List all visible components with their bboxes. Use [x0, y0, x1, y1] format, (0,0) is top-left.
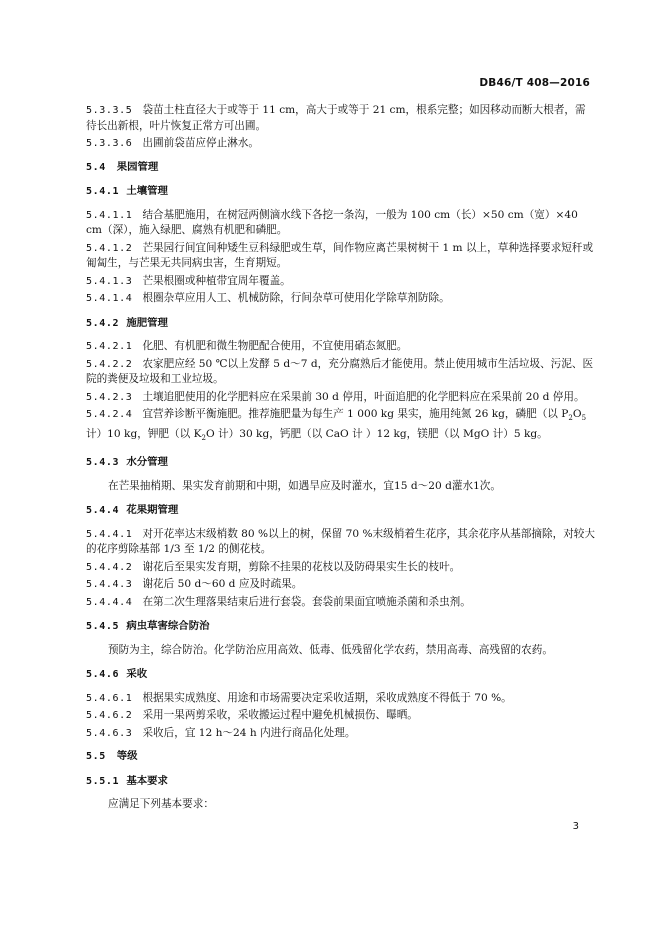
clause-number: 5.3.3.6	[86, 138, 133, 149]
section-number: 5.4.4	[86, 505, 120, 517]
clause-text: 在第二次生理落果结束后进行套袋。套袋前果面宜喷施杀菌和杀虫剂。	[142, 595, 471, 608]
section-title: 基本要求	[126, 774, 168, 787]
clause-number: 5.3.3.5	[86, 105, 133, 116]
clause-item	[86, 357, 596, 388]
clause-text: 化肥、有机肥和微生物肥配合使用，不宜使用硝态氮肥。	[142, 340, 408, 352]
clause-text: 农家肥应经 50 ℃以上发酵 5 d～7 d，充分腐熟后才能使用。禁止使用城市生活垃圾、污泥、医院的粪便及垃圾和工业垃圾。	[86, 357, 594, 385]
body-paragraph: 应满足下列基本要求：	[108, 798, 214, 811]
clause-item	[86, 291, 596, 307]
clause-number: 5.4.1.4	[86, 293, 133, 304]
section-title: 等级	[116, 750, 138, 763]
clause-item	[86, 560, 596, 576]
clause-text: 芒果根圈或种植带宜周年覆盖。	[142, 274, 291, 287]
clause-number: 5.4.2.1	[86, 341, 133, 352]
clause-item	[86, 726, 596, 742]
clause-item	[86, 103, 596, 134]
clause-text: 袋苗土柱直径大于或等于 11 cm，高大于或等于 21 cm，根系完整；如因移动而断大根者，需待长出新根，叶片恢复正常方可出圃。	[86, 104, 586, 132]
section-title: 土壤管理	[126, 185, 168, 197]
body-paragraph: 预防为主，综合防治。化学防治应用高效、低毒、低残留化学农药，禁用高毒、高残留的农药。	[108, 643, 553, 656]
clause-text: 采收后，宜 12 h～24 h 内进行商品化处理。	[142, 726, 356, 739]
subsection-heading	[86, 774, 596, 790]
section-number: 5.4.2	[86, 317, 120, 329]
body-paragraph: 在芒果抽梢期、果实发育前期和中期，如遇旱应及时灌水，宜15 d～20 d灌水1次。	[108, 479, 501, 492]
subsection-heading	[86, 667, 596, 683]
clause-text: 出圃前袋苗应停止淋水。	[142, 137, 259, 149]
page-number: 3	[572, 821, 579, 832]
section-number: 5.5.1	[86, 775, 120, 787]
section-number: 5.5	[86, 751, 106, 763]
section-title: 病虫草害综合防治	[126, 620, 210, 633]
section-title: 花果期管理	[126, 504, 179, 517]
subsection-heading	[86, 619, 596, 635]
clause-item	[86, 241, 596, 272]
clause-item	[86, 691, 596, 707]
subsection-heading	[86, 184, 596, 200]
clause-number: 5.4.1.2	[86, 242, 133, 254]
clause-number: 5.4.6.1	[86, 692, 133, 704]
clause-text: 对开花率达末级梢数 80 %以上的树，保留 70 %末级梢着生花序，其余花序从基部摘除，对较大的花序剪除基部 1/3 至 1/2 的侧花枝。	[86, 527, 595, 556]
clause-number: 5.4.1.1	[86, 209, 133, 221]
section-number: 5.4.1	[86, 186, 120, 197]
section-title: 水分管理	[126, 456, 168, 469]
clause-text: 根圈杂草应用人工、机械防除，行间杂草可使用化学除草剂防除。	[142, 292, 450, 304]
clause-number: 5.4.4.3	[86, 579, 133, 591]
clause-item	[86, 339, 596, 355]
clause-number: 5.4.4.4	[86, 596, 133, 608]
section-number: 5.4.5	[86, 621, 120, 633]
document-id-header: DB46/T 408—2016	[479, 77, 590, 89]
clause-item	[86, 407, 596, 446]
section-heading	[86, 749, 596, 765]
section-number: 5.4.6	[86, 669, 120, 681]
section-number: 5.4.3	[86, 457, 120, 469]
clause-text: 谢花后 50 d～60 d 应及时疏果。	[142, 578, 303, 591]
clause-item	[86, 274, 596, 290]
clause-number: 5.4.6.2	[86, 710, 133, 722]
clause-number: 5.4.4.1	[86, 528, 133, 540]
clause-item	[86, 390, 596, 406]
document-body	[86, 103, 596, 819]
section-title: 采收	[126, 668, 148, 681]
clause-item	[86, 708, 596, 724]
subsection-heading	[86, 455, 596, 471]
subsection-heading	[86, 316, 596, 332]
section-title: 果园管理	[116, 160, 159, 173]
clause-item	[86, 577, 596, 593]
clause-text: 土壤追肥使用的化学肥料应在采果前 30 d 停用，叶面追肥的化学肥料应在采果前 20 d 停用。	[142, 390, 585, 403]
clause-item	[86, 527, 596, 558]
section-title: 施肥管理	[126, 316, 168, 329]
section-number: 5.4	[86, 161, 106, 173]
clause-number: 5.4.6.3	[86, 727, 133, 739]
clause-text: 结合基肥施用，在树冠两侧滴水线下各挖一条沟，一般为 100 cm（长）×50 cm（宽）×40 cm（深），施入绿肥、腐熟有机肥和磷肥。	[86, 208, 578, 236]
clause-number: 5.4.2.4	[86, 409, 133, 420]
clause-number: 5.4.4.2	[86, 561, 133, 573]
clause-item	[86, 136, 596, 152]
clause-text: 芒果园行间宜间种矮生豆科绿肥或生草，间作物应离芒果树树干 1 m 以上，草种选择要求短秆或匍匐生，与芒果无共同病虫害，生育期短。	[86, 241, 594, 269]
clause-text: 宜营养诊断平衡施肥。推荐施肥量为每生产 1 000 kg 果实，施用纯氮 26 kg，磷肥（以 $P_2O_5$ 计）10 kg，钾肥（以 $K_2O$ 计）30 kg，钙肥（以 CaO 计 ）12 kg，镁肥（以 MgO 计）5 kg。	[86, 408, 587, 442]
clause-text: 根据果实成熟度、用途和市场需要决定采收适期，采收成熟度不得低于 70 %。	[142, 691, 512, 704]
clause-item	[86, 208, 596, 239]
subsection-heading	[86, 503, 596, 519]
section-heading	[86, 160, 596, 176]
clause-text: 采用一果两剪采收，采收搬运过程中避免机械损伤、曝晒。	[142, 709, 418, 722]
clause-number: 5.4.2.2	[86, 358, 133, 370]
clause-item	[86, 595, 596, 611]
clause-number: 5.4.1.3	[86, 275, 133, 287]
clause-text: 谢花后至果实发育期，剪除不挂果的花枝以及防碍果实生长的枝叶。	[142, 560, 461, 573]
clause-number: 5.4.2.3	[86, 391, 133, 403]
